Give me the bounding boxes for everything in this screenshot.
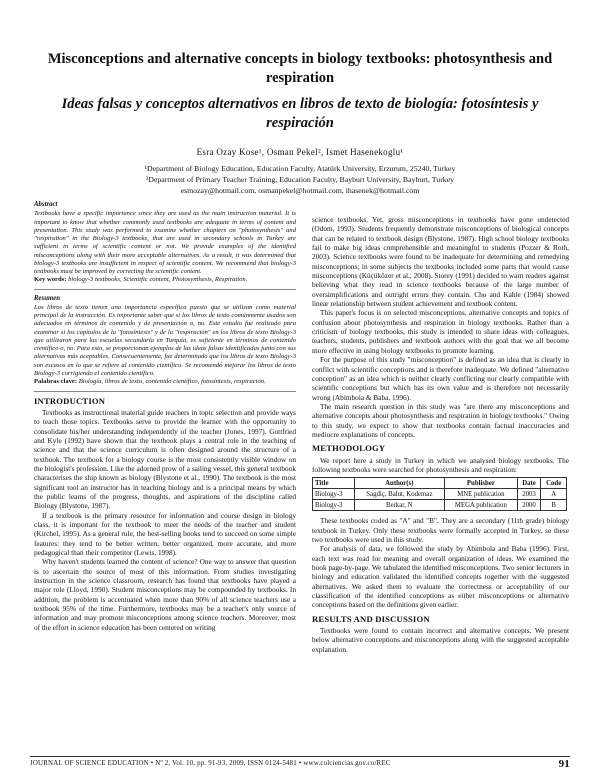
left-column: [34, 200, 296, 632]
intro-continued-paragraph: science textbooks. Yet, gross misconceptions in textbooks have gone undetected (Odom, 1993). Students frequently demonstrate misconceptions of biological concepts that can be related to textbook design (Blystone, 1987). High school biology textbooks fail to make big ideas comprehensible and meaningful to students (Pozzer & Roth, 2003). Science textbooks were found to be inadequate for determining and remedying misconceptions; in some subjects the textbooks included some parts that would cause misconceptions (Küçüközer et al., 2008). Storey (1991) decided to warn readers against believing what they read in science textbooks because of the large number of oversimplifications and outright errors they contain. Cho and Kahle (1984) showed linear relationship between student achievement and textbook content.: [312, 215, 569, 309]
resumen-text: Los libros de texto tienen una importancia específica puesto que se utilizan como material principal de la instrucción. Es importante saber que si los libros de texto comúnmente usados son adecuados en términos de contenido y de presentación o, no. Este estudio fue realizado para examinar si los capítulos de la "fotosíntesis" y de la "respiración" en los libros de texto Biology-3 que utilizaron para las escuelas secundaria en Turquía, es suficiente en términos de contenido científico o, no. Para esto, se proporcionan ejemplos de las ideas falsas identificadas junto con sus alternativas más aceptables. Consecuentemente, fue determinado que los libros de texto Biology-3 son escasos en lo que se refiere al contenido científico. Se recomendó mejorar los libros de texto Biology-3 corrigiendo el contenido científico.: [34, 303, 296, 377]
methodology-paragraph: These textbooks coded as "A" and "B". They are a secondary (11th grade) biology textbook in Turkey. Only these textbooks were formally accepted in Turkey, so these two textbooks were used in this study.: [312, 516, 569, 544]
table-cell: Berkar, N: [354, 500, 445, 511]
introduction-paragraph: If a textbook is the primary resource for information and course design in biology class, it is important for the textbook to meet the needs of the teacher and student (Kirchel, 1995). As a general rule, the best-selling books tend to succeed on some simple features: they tend to be better written, better organized, more accurate, and more pedagogical than their competitor (Lewis, 1998).: [34, 510, 296, 558]
title-english: Misconceptions and alternative concepts in biology textbooks: photosynthesis and respiration: [47, 51, 553, 86]
introduction-paragraph: Textbooks as instructional material guide teachers in topic selection and provide ways to teach those topics. Textbooks serve to provide the learner with the opportunity to consolidate his/her understanding independently of the teacher (Jones, 1997). Gottfried and Kyle (1992) have shown that the textbook plays a central role in the teaching of science and that the science curriculum is often designed around the structure of a textbook. The textbook for a biology course is the most consistently visible window on the biologist's profession. Like the adorned prow of a sailing vessel, this general textbook characterises the ship known as biology (Blystone et al., 1990). The textbook is the most significant tool an instructor has in teaching biology and is a principal means by which the public learns of the progress, thoughts, and aspirations of the discipline called Biology (Blystone, 1987).: [34, 407, 296, 511]
resumen-heading: Resumen: [34, 294, 61, 302]
palabras-clave-text: Biología, libros de texto, contenido científico, fotosíntesis, respiración.: [78, 378, 266, 386]
intro-continued-paragraph: This paper's focus is on selected misconceptions, alternative concepts and topics of confusion about photosynthesis and respiration in biology textbooks. Rather than a criticism of biology textbooks, this study is intended to share ideas with colleagues, teachers, students, publishers and textbook authors with the goal that we all become more effective in using biology textbooks to promote learning.: [312, 308, 569, 355]
divider: [34, 289, 296, 290]
authors: Esra Ozay Kose¹, Osman Pekel², Ismet Hasenekoglu¹: [196, 147, 404, 157]
introduction-heading: INTRODUCTION: [34, 395, 106, 406]
abstract-keywords: [34, 276, 296, 284]
table-cell: 2000: [517, 500, 541, 511]
table-header: Author(s): [354, 478, 445, 489]
methodology-intro: We report here a study in Turkey in which we analysed biology textbooks. The following textbooks were searched for photosynthesis and respiration:: [312, 455, 569, 474]
table-cell: MEGA publication: [445, 500, 518, 511]
right-column: [312, 215, 569, 654]
table-cell: Biology-3: [313, 500, 355, 511]
methodology-heading: METHODOLOGY: [312, 443, 386, 454]
keywords-label: Key words:: [34, 276, 67, 284]
table-row: [313, 500, 567, 511]
title-spanish: Ideas falsas y conceptos alternativos en libros de texto de biología: fotosíntesis y respiración: [61, 96, 539, 131]
table-header: Publisher: [445, 478, 518, 489]
introduction-paragraph: Why haven't students learned the content of science? One way to answer that question is to ascertain the source of most of this information. From studies investigating instruction in the science classroom, research has found that textbooks have played a major role (Lloyd, 1990). Student misconceptions may be compounded by textbooks. In addition, the problem is accentuated when more than 90% of all science teachers use a textbook 95% of the time. Furthermore, textbooks may be a teacher's only source of information and may promote misconceptions among science teachers. Moreover, most of the effort in science education has been centered on writing: [34, 557, 296, 632]
table-header-row: [313, 478, 567, 489]
palabras-clave-label: Palabras clave:: [34, 378, 78, 386]
methodology-paragraph: For analysis of data, we followed the study by Abimbola and Baba (1996). First, each text was read for meaning and overall organization of ideas. We examined the book page-by-page. We tabulated the identified misconceptions. Two senior lecturers in biology and education validated the identified concepts together with the suggested alternatives. We asked them to evaluate the correctness or acceptability of our classification of the identified conceptions as either misconceptions or alternative conceptions based on the definitions given earlier.: [312, 544, 569, 610]
keywords-text: biology-3 textbooks, Scientific content, Photosynthesis, Respiration.: [68, 276, 248, 284]
divider: [34, 391, 296, 392]
table-cell: Biology-3: [313, 489, 355, 500]
abstract-text: Textbooks have a specific importance since they are used as the main instruction material. It is important to know that whether commonly used textbooks are adequate in terms of content and presentation. This study was performed to examine whether chapters on "photosynthesis" and "respiration" in the Biology-3 textbooks, that are used in secondary schools in Turkey are sufficient in terms of scientific content or not. We provide examples of the identified misconceptions along with their more acceptable alternatives. As a result, it was determined that biology-3 textbooks are insufficient in respect of scientific content. We recommend that biology-3 textbooks must be improved by correcting the scientific content.: [34, 210, 296, 276]
table-cell: 2003: [517, 489, 541, 500]
results-heading: RESULTS AND DISCUSSION: [312, 613, 430, 624]
intro-continued-paragraph: The main research question in this study was "are there any misconceptions and alternative concepts about photosynthesis and respiration in biology textbooks." Owing to this study, we expect to show that textbooks contain factual inaccuracies and mediocre explanations of concepts.: [312, 401, 569, 439]
intro-continued-paragraph: For the purpose of this study "misconception" is defined as an idea that is clearly in conflict with scientific conceptions and is therefore inadequate. We defined "alternative conception" as an idea which is neither clearly conflicting nor clearly compatible with scientific conceptions but which has its own value and is therefore not necessarily wrong (Abimbola & Baba, 1996).: [312, 355, 569, 402]
table-row: [313, 489, 567, 500]
table-cell: B: [541, 500, 567, 511]
affiliation-1: ¹Department of Biology Education, Education Faculty, Atatürk University, Erzurum, 25240, Turkey: [144, 164, 456, 173]
results-paragraph: Textbooks were found to contain incorrect and alternative concepts. We present below alternative conceptions and misconceptions along with the suggested acceptable explanation.: [312, 626, 569, 654]
page-number: 91: [558, 758, 570, 770]
table-header: Title: [313, 478, 355, 489]
table-header: Date: [517, 478, 541, 489]
journal-info: JOURNAL OF SCIENCE EDUCATION • Nº 2, Vol. 10, pp. 91-93, 2009, ISSN 0124-5481 • www.colciencias.gov.co/REC: [30, 760, 391, 767]
table-cell: A: [541, 489, 567, 500]
table-cell: Sagdiç, Balut, Kodemaz: [354, 489, 445, 500]
textbooks-table: [312, 477, 567, 511]
affiliation-2: ²Department of Primary Teacher Training, Education Faculty, Bayburt University, Bayburt, Turkey: [145, 175, 455, 184]
table-header: Code: [541, 478, 567, 489]
author-emails: esmozay@hotmail.com, osmanpekel@hotmail.com, ihasenek@hotmail.com: [180, 186, 420, 195]
table-cell: MNE publication: [445, 489, 518, 500]
resumen-keywords: [34, 378, 296, 386]
footer: [30, 756, 570, 770]
abstract-heading: Abstract: [34, 201, 58, 208]
